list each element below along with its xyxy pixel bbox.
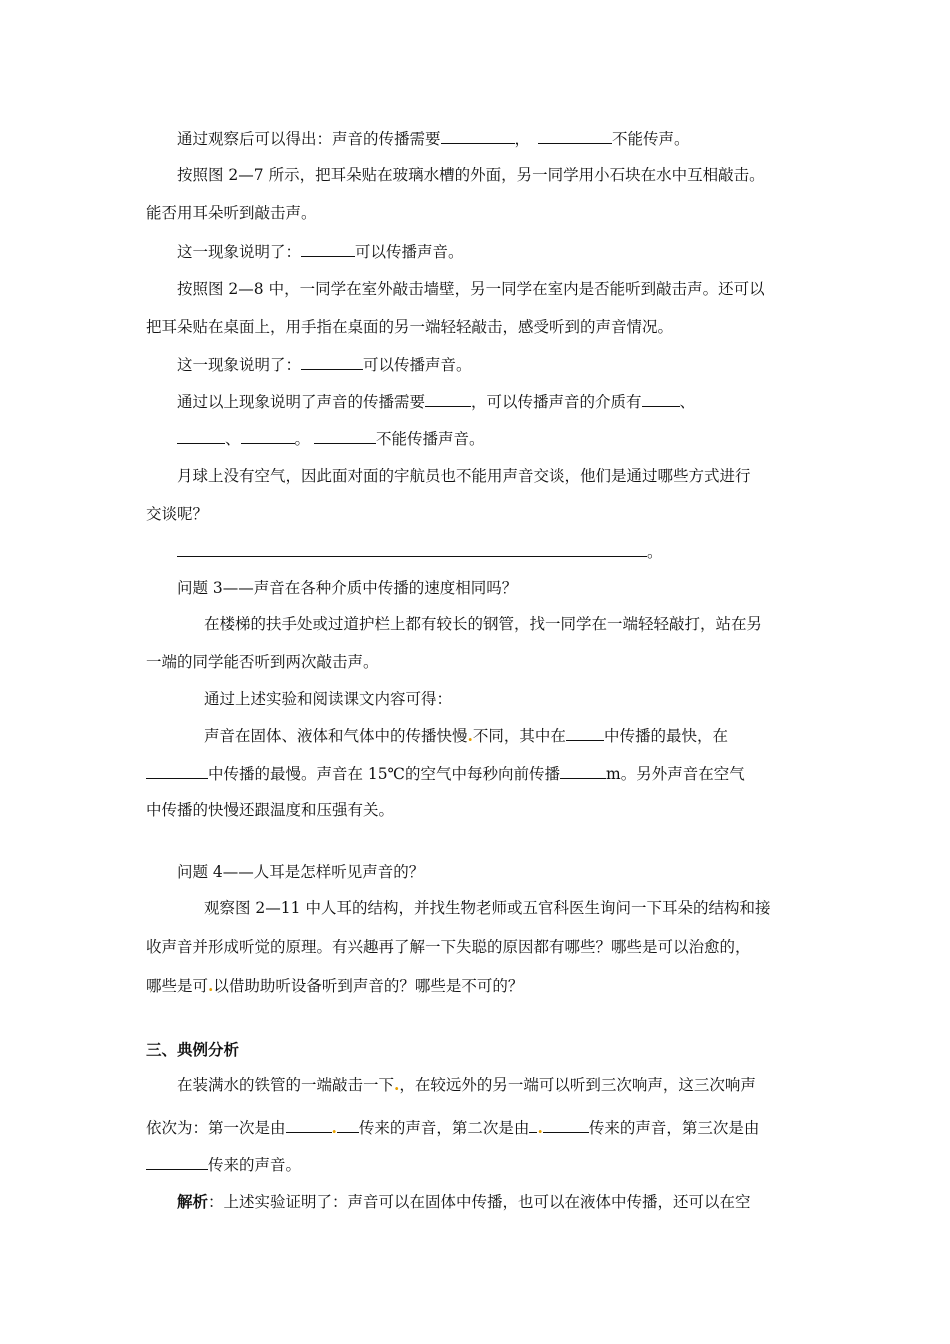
text-span: 依次为：第一次是由: [146, 1119, 286, 1137]
text-span: 、: [225, 430, 241, 448]
text-line: [177, 1075, 756, 1095]
text-span: ，可以传播声音的介质有: [471, 393, 642, 411]
text-line: [177, 541, 663, 562]
text-span: 哪些是可: [146, 977, 209, 995]
text-span: m。另外声音在空气: [606, 765, 745, 783]
text-span: 。: [294, 430, 311, 448]
fill-blank[interactable]: [146, 1154, 208, 1170]
text-line: 按照图 2—8 中，一同学在室外敲击墙壁，另一同学在室内是否能听到敲击声。还可以: [177, 280, 765, 298]
fill-blank[interactable]: [538, 128, 612, 144]
text-span: 。: [647, 543, 663, 561]
question-heading: 问题 4——人耳是怎样听见声音的？: [177, 863, 425, 881]
text-line: 按照图 2—7 所示，把耳朵贴在玻璃水槽的外面，另一同学用小石块在水中互相敲击。: [177, 166, 765, 184]
text-line: 中传播的快慢还跟温度和压强有关。: [146, 801, 395, 819]
text-span: 传来的声音，第三次是由: [588, 1119, 760, 1137]
fill-blank[interactable]: [146, 763, 208, 779]
text-line: 通过上述实验和阅读课文内容可得：: [204, 690, 453, 708]
section-heading: 三、典例分析: [146, 1041, 240, 1059]
text-span: 这一现象说明了：: [177, 243, 302, 261]
text-span: 传来的声音。: [208, 1156, 302, 1174]
emphasis-dot: .: [331, 1118, 337, 1137]
emphasis-dot: .: [467, 726, 473, 745]
text-line: 月球上没有空气，因此面对面的宇航员也不能用声音交谈，他们是通过哪些方式进行: [177, 467, 751, 485]
text-span: ，在较远外的另一端可以听到三次响声，这三次响声: [399, 1076, 756, 1094]
emphasis-dot: .: [537, 1118, 543, 1137]
text-span: 可以传播声音。: [363, 356, 472, 374]
text-line: [177, 128, 690, 149]
text-span: 在装满水的铁管的一端敲击一下: [177, 1076, 395, 1094]
text-line: [177, 391, 695, 412]
text-line: 观察图 2—11 中人耳的结构，并找生物老师或五官科医生询问一下耳朵的结构和接: [204, 899, 771, 917]
fill-blank[interactable]: [642, 391, 680, 407]
answer-line[interactable]: [177, 541, 647, 557]
fill-blank[interactable]: [337, 1117, 359, 1133]
analysis-label: 解析: [177, 1193, 209, 1211]
text-line: 收声音并形成听觉的原理。有兴趣再了解一下失聪的原因都有哪些？哪些是可以治愈的，: [146, 938, 751, 956]
text-line: 一端的同学能否听到两次敲击声。: [146, 653, 379, 671]
text-span: 不能传声。: [612, 130, 690, 148]
text-line: [146, 976, 523, 996]
fill-blank[interactable]: [441, 128, 515, 144]
text-line: 把耳朵贴在桌面上，用手指在桌面的另一端轻轻敲击，感受听到的声音情况。: [146, 318, 674, 336]
text-span: 可以传播声音。: [355, 243, 464, 261]
text-line: [146, 763, 745, 784]
text-span: 传来的声音，第二次是由: [358, 1119, 530, 1137]
fill-blank[interactable]: [560, 763, 606, 779]
emphasis-dot: .: [208, 976, 214, 995]
text-line: [177, 241, 464, 262]
text-line: 能否用耳朵听到敲击声。: [146, 204, 317, 222]
fill-blank[interactable]: [425, 391, 471, 407]
text-line: [177, 354, 472, 375]
text-line: 在楼梯的扶手处或过道护栏上都有较长的钢管，找一同学在一端轻轻敲打，站在另: [204, 615, 763, 633]
text-line: [146, 1154, 301, 1175]
fill-blank[interactable]: [543, 1117, 589, 1133]
text-span: 通过以上现象说明了声音的传播需要: [177, 393, 426, 411]
fill-blank[interactable]: [286, 1117, 332, 1133]
fill-blank[interactable]: [314, 428, 376, 444]
text-span: 中传播的最慢。声音在 15℃的空气中每秒向前传播: [208, 765, 560, 783]
fill-blank[interactable]: [301, 241, 355, 257]
text-span: 声音在固体、液体和气体中的传播快慢: [204, 727, 468, 745]
text-line: 交谈呢？: [146, 505, 209, 523]
question-heading: 问题 3——声音在各种介质中传播的速度相同吗？: [177, 579, 518, 597]
emphasis-dot: .: [394, 1075, 400, 1094]
text-span: 、: [679, 393, 696, 411]
fill-blank[interactable]: [301, 354, 363, 370]
text-span: 这一现象说明了：: [177, 356, 302, 374]
text-span: 中传播的最快，在: [603, 727, 728, 745]
fill-blank[interactable]: [241, 428, 295, 444]
text-span: 以借助助听设备听到声音的？哪些是不可的？: [213, 977, 524, 995]
fill-blank[interactable]: [566, 725, 604, 741]
fill-blank[interactable]: [177, 428, 225, 444]
text-line: [204, 725, 728, 746]
text-span: ，: [514, 130, 531, 148]
text-line: [177, 428, 485, 449]
text-line: [146, 1117, 759, 1138]
text-line: [177, 1192, 751, 1212]
text-span: ：上述实验证明了：声音可以在固体中传播，也可以在液体中传播，还可以在空: [208, 1193, 751, 1211]
text-span: 通过观察后可以得出：声音的传播需要: [177, 130, 441, 148]
text-span: 不同，其中在: [472, 727, 566, 745]
text-span: 不能传播声音。: [376, 430, 485, 448]
